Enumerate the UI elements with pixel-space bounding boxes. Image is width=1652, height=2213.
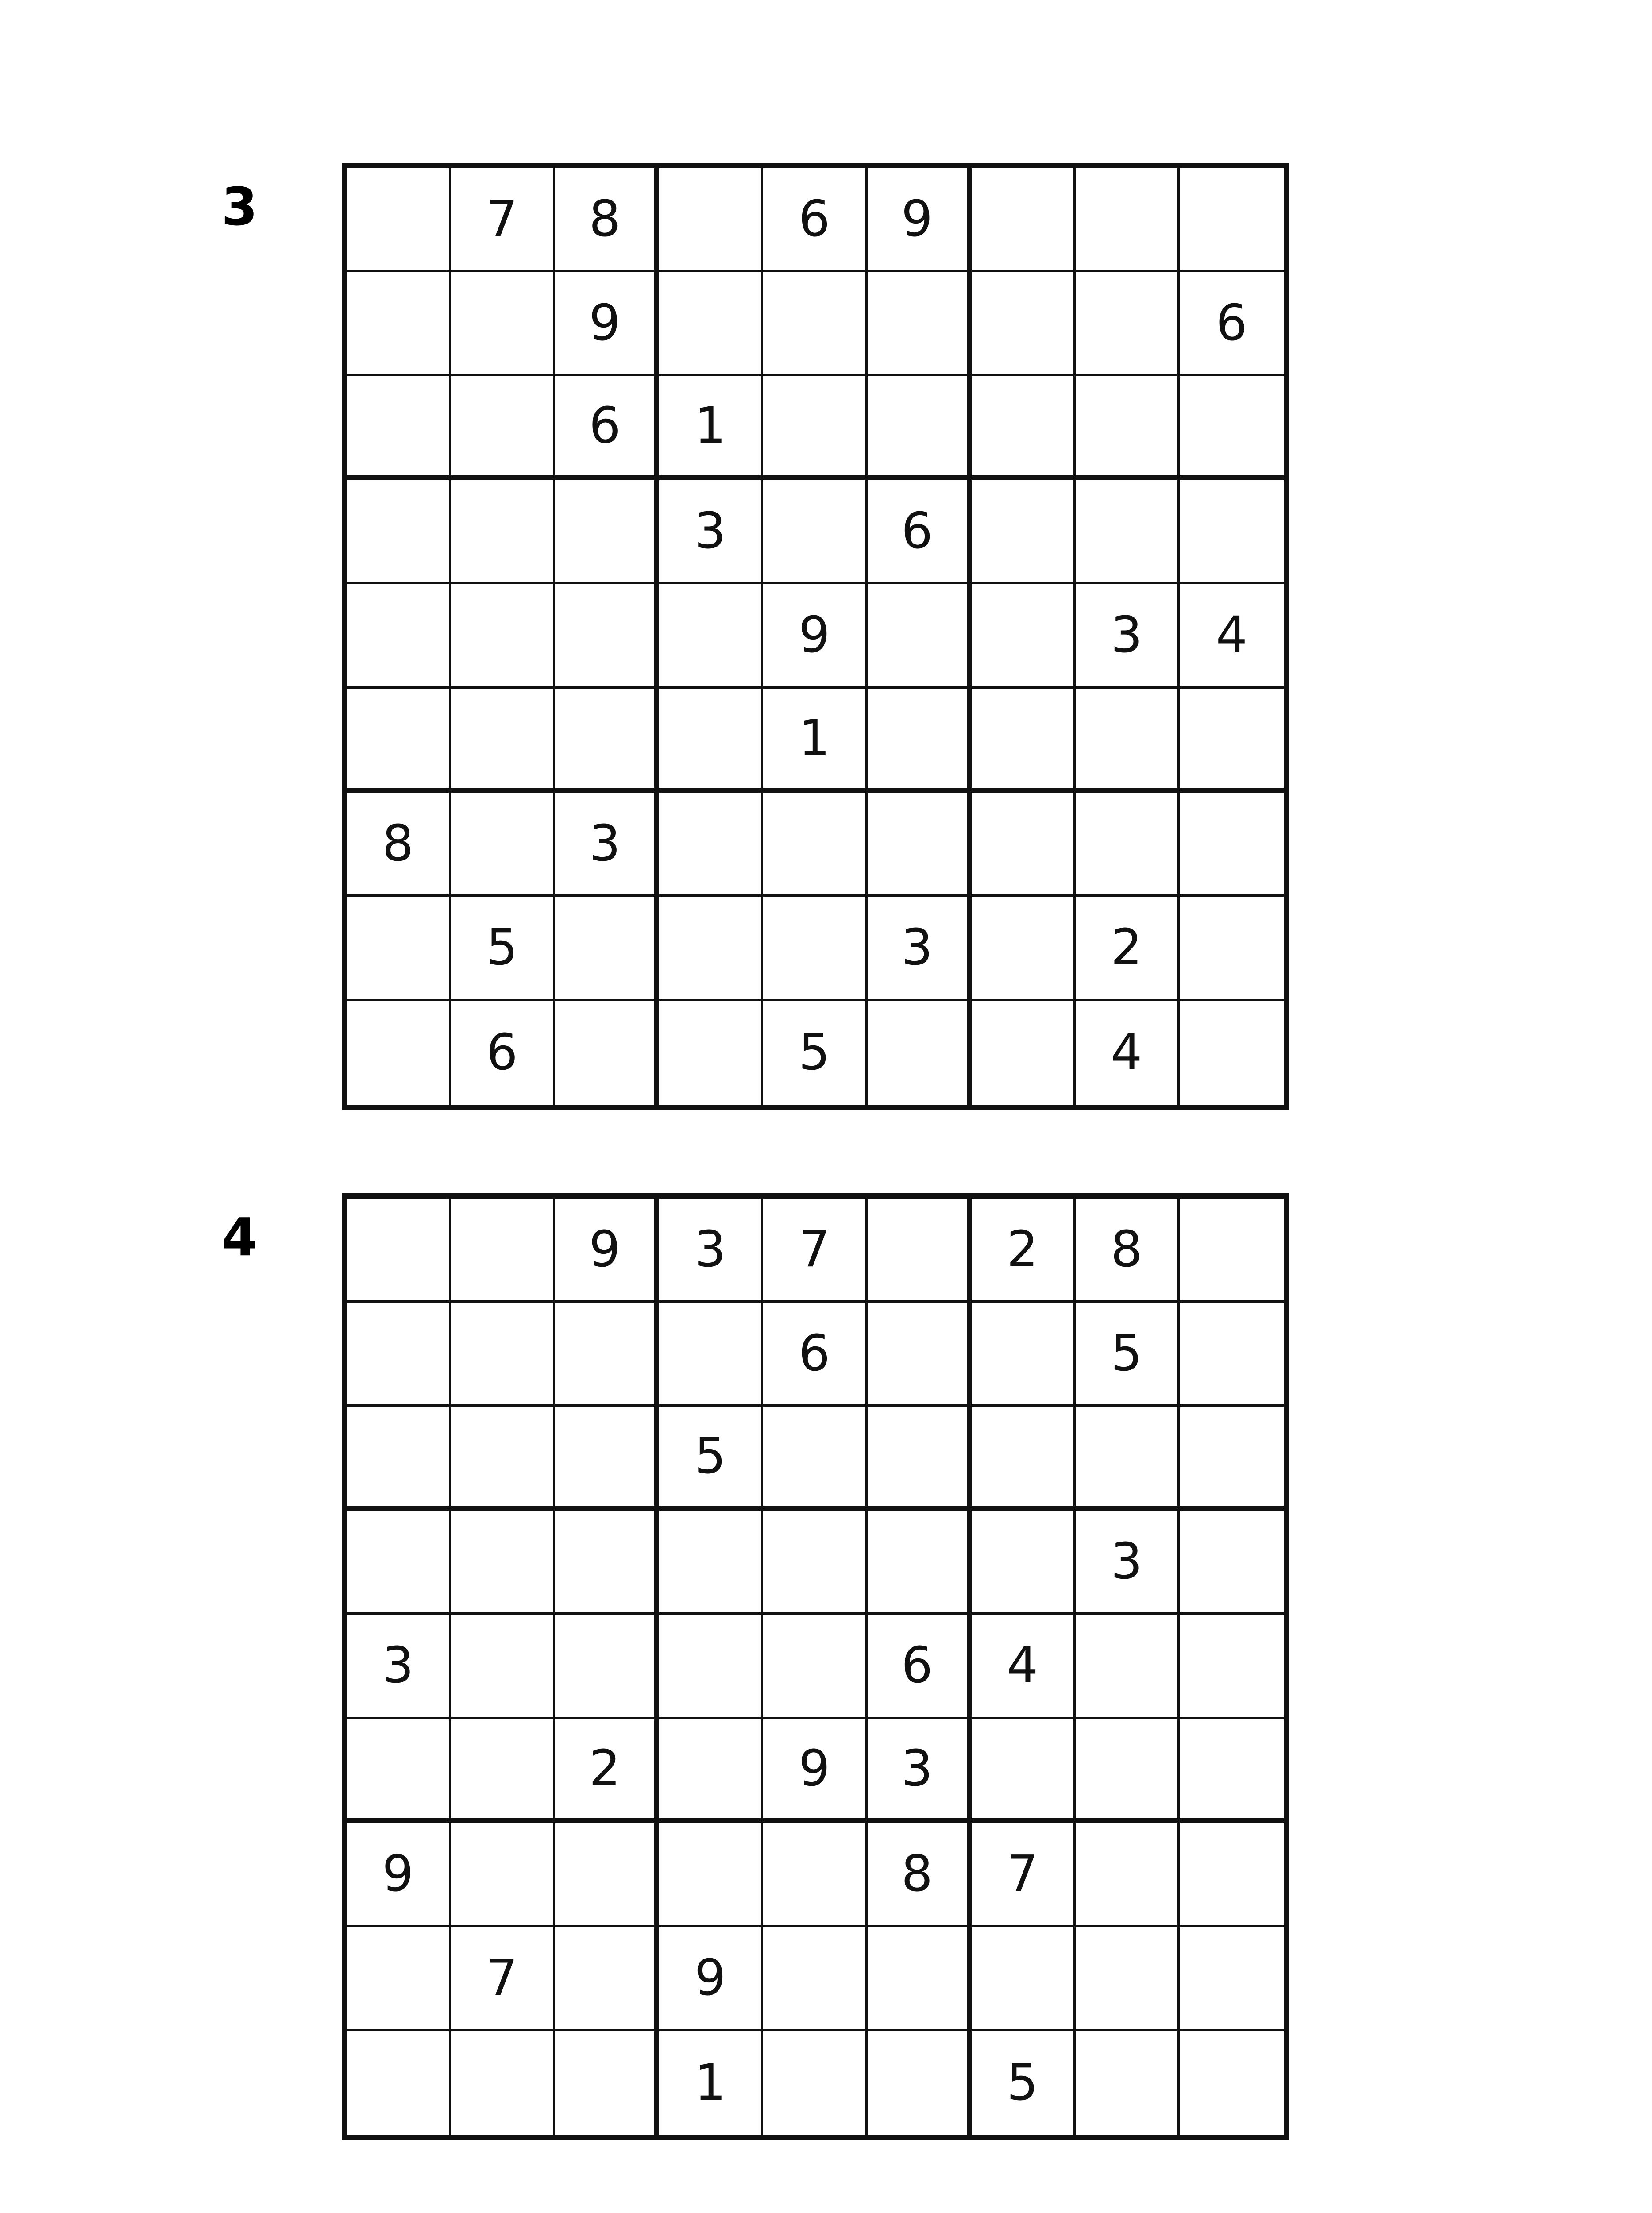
given-cell: 1 [659, 376, 763, 480]
given-cell: 3 [347, 1615, 451, 1719]
given-cell: 3 [868, 897, 972, 1001]
empty-cell[interactable] [659, 897, 763, 1001]
empty-cell[interactable] [347, 689, 451, 793]
given-cell: 5 [763, 1001, 867, 1105]
empty-cell[interactable] [555, 584, 659, 688]
empty-cell[interactable] [972, 793, 1076, 897]
given-cell: 1 [763, 689, 867, 793]
given-cell: 6 [868, 480, 972, 584]
given-cell: 5 [972, 2031, 1076, 2135]
empty-cell[interactable] [347, 1927, 451, 2031]
given-cell: 4 [972, 1615, 1076, 1719]
empty-cell[interactable] [659, 584, 763, 688]
empty-cell[interactable] [763, 2031, 867, 2135]
puzzle-number-4: 4 [221, 1207, 258, 1268]
given-cell: 2 [1076, 897, 1180, 1001]
empty-cell[interactable] [1180, 1001, 1284, 1105]
empty-cell[interactable] [451, 2031, 555, 2135]
empty-cell[interactable] [451, 1407, 555, 1511]
empty-cell[interactable] [555, 1927, 659, 2031]
empty-cell[interactable] [868, 1407, 972, 1511]
empty-cell[interactable] [347, 480, 451, 584]
empty-cell[interactable] [451, 1199, 555, 1303]
empty-cell[interactable] [1076, 793, 1180, 897]
given-cell: 8 [1076, 1199, 1180, 1303]
given-cell: 7 [972, 1823, 1076, 1927]
empty-cell[interactable] [659, 1303, 763, 1407]
given-cell: 7 [451, 168, 555, 272]
empty-cell[interactable] [659, 1511, 763, 1615]
empty-cell[interactable] [347, 2031, 451, 2135]
empty-cell[interactable] [451, 1303, 555, 1407]
empty-cell[interactable] [347, 1511, 451, 1615]
empty-cell[interactable] [1076, 480, 1180, 584]
given-cell: 6 [763, 168, 867, 272]
given-cell: 9 [555, 1199, 659, 1303]
empty-cell[interactable] [659, 1001, 763, 1105]
empty-cell[interactable] [1076, 2031, 1180, 2135]
empty-cell[interactable] [451, 689, 555, 793]
empty-cell[interactable] [763, 272, 867, 376]
empty-cell[interactable] [972, 272, 1076, 376]
empty-cell[interactable] [868, 272, 972, 376]
empty-cell[interactable] [1180, 480, 1284, 584]
given-cell: 8 [868, 1823, 972, 1927]
empty-cell[interactable] [868, 1927, 972, 2031]
empty-cell[interactable] [763, 1927, 867, 2031]
empty-cell[interactable] [1076, 1719, 1180, 1823]
empty-cell[interactable] [868, 793, 972, 897]
given-cell: 7 [763, 1199, 867, 1303]
empty-cell[interactable] [1180, 793, 1284, 897]
empty-cell[interactable] [1180, 1303, 1284, 1407]
given-cell: 6 [1180, 272, 1284, 376]
empty-cell[interactable] [1180, 376, 1284, 480]
empty-cell[interactable] [659, 1823, 763, 1927]
given-cell: 7 [451, 1927, 555, 2031]
empty-cell[interactable] [347, 584, 451, 688]
empty-cell[interactable] [555, 897, 659, 1001]
given-cell: 8 [347, 793, 451, 897]
empty-cell[interactable] [1180, 1719, 1284, 1823]
given-cell: 3 [1076, 1511, 1180, 1615]
empty-cell[interactable] [347, 1001, 451, 1105]
empty-cell[interactable] [451, 584, 555, 688]
empty-cell[interactable] [763, 1511, 867, 1615]
given-cell: 6 [763, 1303, 867, 1407]
empty-cell[interactable] [1076, 1823, 1180, 1927]
empty-cell[interactable] [1180, 2031, 1284, 2135]
empty-cell[interactable] [347, 1303, 451, 1407]
empty-cell[interactable] [1180, 897, 1284, 1001]
given-cell: 2 [972, 1199, 1076, 1303]
empty-cell[interactable] [972, 689, 1076, 793]
given-cell: 6 [451, 1001, 555, 1105]
empty-cell[interactable] [1076, 272, 1180, 376]
empty-cell[interactable] [1076, 1927, 1180, 2031]
empty-cell[interactable] [1076, 689, 1180, 793]
empty-cell[interactable] [972, 376, 1076, 480]
sudoku-grid-4 [342, 1193, 1289, 2140]
empty-cell[interactable] [1180, 1927, 1284, 2031]
empty-cell[interactable] [347, 1407, 451, 1511]
empty-cell[interactable] [347, 1199, 451, 1303]
given-cell: 3 [868, 1719, 972, 1823]
empty-cell[interactable] [347, 1719, 451, 1823]
empty-cell[interactable] [1076, 1615, 1180, 1719]
given-cell: 9 [868, 168, 972, 272]
empty-cell[interactable] [659, 689, 763, 793]
empty-cell[interactable] [451, 1823, 555, 1927]
given-cell: 1 [659, 2031, 763, 2135]
given-cell: 5 [451, 897, 555, 1001]
empty-cell[interactable] [763, 480, 867, 584]
empty-cell[interactable] [1180, 1407, 1284, 1511]
empty-cell[interactable] [1076, 168, 1180, 272]
given-cell: 9 [763, 584, 867, 688]
empty-cell[interactable] [1180, 1823, 1284, 1927]
empty-cell[interactable] [347, 168, 451, 272]
empty-cell[interactable] [972, 584, 1076, 688]
given-cell: 3 [659, 480, 763, 584]
given-cell: 3 [555, 793, 659, 897]
empty-cell[interactable] [555, 1615, 659, 1719]
empty-cell[interactable] [555, 1303, 659, 1407]
given-cell: 9 [347, 1823, 451, 1927]
empty-cell[interactable] [763, 793, 867, 897]
empty-cell[interactable] [555, 689, 659, 793]
empty-cell[interactable] [868, 1511, 972, 1615]
empty-cell[interactable] [555, 1407, 659, 1511]
given-cell: 3 [1076, 584, 1180, 688]
empty-cell[interactable] [972, 1927, 1076, 2031]
given-cell: 6 [868, 1615, 972, 1719]
empty-cell[interactable] [1180, 1199, 1284, 1303]
empty-cell[interactable] [868, 376, 972, 480]
empty-cell[interactable] [972, 1407, 1076, 1511]
empty-cell[interactable] [451, 480, 555, 584]
empty-cell[interactable] [763, 1407, 867, 1511]
given-cell: 9 [763, 1719, 867, 1823]
puzzle-number-3: 3 [221, 176, 258, 237]
empty-cell[interactable] [347, 376, 451, 480]
empty-cell[interactable] [451, 376, 555, 480]
empty-cell[interactable] [555, 2031, 659, 2135]
given-cell: 5 [1076, 1303, 1180, 1407]
empty-cell[interactable] [659, 168, 763, 272]
empty-cell[interactable] [972, 480, 1076, 584]
empty-cell[interactable] [763, 1615, 867, 1719]
given-cell: 4 [1180, 584, 1284, 688]
empty-cell[interactable] [451, 272, 555, 376]
empty-cell[interactable] [451, 793, 555, 897]
given-cell: 9 [659, 1927, 763, 2031]
empty-cell[interactable] [1076, 1407, 1180, 1511]
empty-cell[interactable] [659, 1719, 763, 1823]
empty-cell[interactable] [972, 168, 1076, 272]
given-cell: 5 [659, 1407, 763, 1511]
empty-cell[interactable] [451, 1719, 555, 1823]
empty-cell[interactable] [555, 480, 659, 584]
given-cell: 8 [555, 168, 659, 272]
empty-cell[interactable] [347, 272, 451, 376]
empty-cell[interactable] [763, 897, 867, 1001]
given-cell: 3 [659, 1199, 763, 1303]
empty-cell[interactable] [1180, 168, 1284, 272]
empty-cell[interactable] [868, 689, 972, 793]
empty-cell[interactable] [972, 1719, 1076, 1823]
given-cell: 6 [555, 376, 659, 480]
empty-cell[interactable] [1180, 1511, 1284, 1615]
empty-cell[interactable] [659, 793, 763, 897]
given-cell: 9 [555, 272, 659, 376]
empty-cell[interactable] [1076, 376, 1180, 480]
empty-cell[interactable] [451, 1511, 555, 1615]
empty-cell[interactable] [868, 1303, 972, 1407]
empty-cell[interactable] [972, 1303, 1076, 1407]
empty-cell[interactable] [868, 2031, 972, 2135]
empty-cell[interactable] [972, 897, 1076, 1001]
empty-cell[interactable] [1180, 1615, 1284, 1719]
empty-cell[interactable] [555, 1511, 659, 1615]
empty-cell[interactable] [555, 1001, 659, 1105]
empty-cell[interactable] [868, 584, 972, 688]
sudoku-grid-3 [342, 163, 1289, 1110]
empty-cell[interactable] [347, 897, 451, 1001]
empty-cell[interactable] [763, 376, 867, 480]
empty-cell[interactable] [868, 1001, 972, 1105]
given-cell: 2 [555, 1719, 659, 1823]
given-cell: 4 [1076, 1001, 1180, 1105]
empty-cell[interactable] [972, 1511, 1076, 1615]
empty-cell[interactable] [659, 272, 763, 376]
empty-cell[interactable] [1180, 689, 1284, 793]
empty-cell[interactable] [659, 1615, 763, 1719]
empty-cell[interactable] [451, 1615, 555, 1719]
empty-cell[interactable] [868, 1199, 972, 1303]
empty-cell[interactable] [555, 1823, 659, 1927]
empty-cell[interactable] [972, 1001, 1076, 1105]
empty-cell[interactable] [763, 1823, 867, 1927]
